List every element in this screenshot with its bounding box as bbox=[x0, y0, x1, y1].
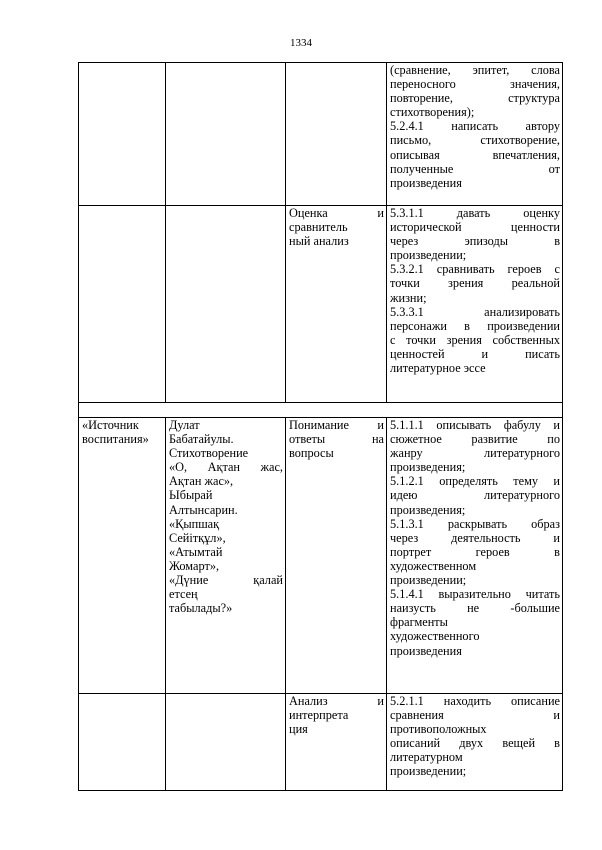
skill-line: ответы на bbox=[289, 432, 384, 447]
text-line: противоположных bbox=[390, 722, 487, 737]
page-number: 1334 bbox=[290, 37, 312, 49]
objectives-cell bbox=[387, 63, 563, 206]
text-line: наизусть не -большие bbox=[390, 601, 560, 616]
table-row bbox=[79, 694, 563, 791]
objectives-cell bbox=[387, 206, 563, 403]
text-line: жизни; bbox=[390, 290, 427, 305]
text-line: фрагменты bbox=[390, 615, 448, 630]
text-line: полученные от bbox=[390, 161, 560, 176]
text-line: портрет героев в bbox=[390, 544, 560, 559]
quarter-row bbox=[79, 403, 563, 418]
content-line: Алтынсарин. bbox=[169, 502, 238, 517]
text-line: через эпизоды в bbox=[390, 234, 560, 249]
text-line: идею литературного bbox=[390, 488, 560, 503]
text-line: 5.2.4.1 написать автору bbox=[390, 119, 560, 134]
content-line: Ыбырай bbox=[169, 488, 213, 503]
content-cell bbox=[166, 694, 286, 791]
text-line: точки зрения реальной bbox=[390, 276, 560, 291]
text-line: произведении; bbox=[390, 764, 467, 779]
content-line: «Дүние қалай bbox=[169, 573, 283, 588]
skill-line: ный анализ bbox=[289, 234, 349, 249]
text-line: жанру литературного bbox=[390, 446, 560, 461]
text-line: повторение, структура bbox=[390, 91, 560, 106]
text-line: 5.1.1.1 описывать фабулу и bbox=[390, 418, 560, 432]
skill-cell bbox=[286, 418, 387, 694]
text-line: 5.1.2.1 определять тему и bbox=[390, 474, 560, 489]
section-cell bbox=[79, 206, 166, 403]
skill-cell bbox=[286, 206, 387, 403]
skill-line: вопросы bbox=[289, 446, 334, 461]
content-cell bbox=[166, 206, 286, 403]
text-line: сюжетное развитие по bbox=[390, 432, 560, 447]
objectives-cell bbox=[387, 694, 563, 791]
skill-line: Понимание и bbox=[289, 418, 384, 432]
section-line: воспитания» bbox=[82, 432, 149, 447]
text-line: письмо, стихотворение, bbox=[390, 133, 560, 148]
skill-line: Оценка и bbox=[289, 206, 384, 220]
table-row bbox=[79, 63, 563, 206]
content-line: Стихотворение bbox=[169, 446, 249, 461]
text-line: 5.1.4.1 выразительно читать bbox=[390, 587, 560, 602]
content-line: «Атымтай bbox=[169, 544, 223, 559]
text-line: произведения bbox=[390, 643, 462, 658]
content-line: табылады?» bbox=[169, 601, 233, 616]
table-row bbox=[79, 418, 563, 694]
content-line: Бабатайулы. bbox=[169, 432, 234, 447]
text-line: произведении; bbox=[390, 248, 467, 263]
text-line: произведения; bbox=[390, 460, 466, 475]
content-line: Дулат bbox=[169, 418, 200, 432]
text-line: описаний двух вещей в bbox=[390, 736, 560, 751]
section-cell bbox=[79, 63, 166, 206]
content-line: етсең bbox=[169, 587, 198, 602]
section-cell bbox=[79, 694, 166, 791]
content-line: Ақтан жас», bbox=[169, 474, 234, 489]
text-line: 5.2.1.1 находить описание bbox=[390, 694, 560, 708]
text-line: произведения bbox=[390, 175, 462, 190]
skill-line: ция bbox=[289, 722, 308, 737]
skill-cell bbox=[286, 694, 387, 791]
text-line: через деятельность и bbox=[390, 530, 560, 545]
table-row bbox=[79, 206, 563, 403]
skill-line: интерпрета bbox=[289, 708, 349, 723]
text-line: литературное эссе bbox=[390, 361, 486, 376]
content-line: Жомарт», bbox=[169, 558, 220, 573]
objectives-text bbox=[390, 63, 560, 190]
text-line: произведении; bbox=[390, 573, 467, 588]
text-line: переносного значения, bbox=[390, 77, 560, 92]
skill-line: сравнитель bbox=[289, 220, 348, 235]
text-line: 5.3.3.1 анализировать bbox=[390, 304, 560, 319]
text-line: 5.3.1.1 давать оценку bbox=[390, 206, 560, 220]
objectives-cell bbox=[387, 418, 563, 694]
skill-cell bbox=[286, 63, 387, 206]
curriculum-table bbox=[78, 62, 563, 791]
text-line: художественном bbox=[390, 558, 477, 573]
text-line: персонажи в произведении bbox=[390, 318, 560, 333]
text-line: исторической ценности bbox=[390, 220, 560, 235]
content-cell bbox=[166, 418, 286, 694]
text-line: художественного bbox=[390, 629, 480, 644]
text-line: 5.1.3.1 раскрывать образ bbox=[390, 516, 560, 531]
text-line: 5.3.2.1 сравнивать героев с bbox=[390, 262, 560, 277]
section-cell bbox=[79, 418, 166, 694]
text-line: сравнения и bbox=[390, 708, 560, 723]
text-line: произведения; bbox=[390, 502, 466, 517]
content-line: Сейітқұл», bbox=[169, 530, 226, 545]
text-line: стихотворения); bbox=[390, 105, 475, 120]
text-line: литературном bbox=[390, 750, 463, 765]
text-line: ценностей и писать bbox=[390, 346, 560, 361]
text-line: (сравнение, эпитет, слова bbox=[390, 63, 560, 77]
section-line: «Источник bbox=[82, 418, 139, 432]
content-line: «Қыпшақ bbox=[169, 516, 220, 531]
text-line: с точки зрения собственных bbox=[390, 332, 560, 347]
content-cell bbox=[166, 63, 286, 206]
quarter-label bbox=[79, 403, 563, 418]
skill-line: Анализ и bbox=[289, 694, 384, 708]
text-line: описывая впечатления, bbox=[390, 147, 560, 162]
content-line: «О, Ақтан жас, bbox=[169, 460, 283, 475]
